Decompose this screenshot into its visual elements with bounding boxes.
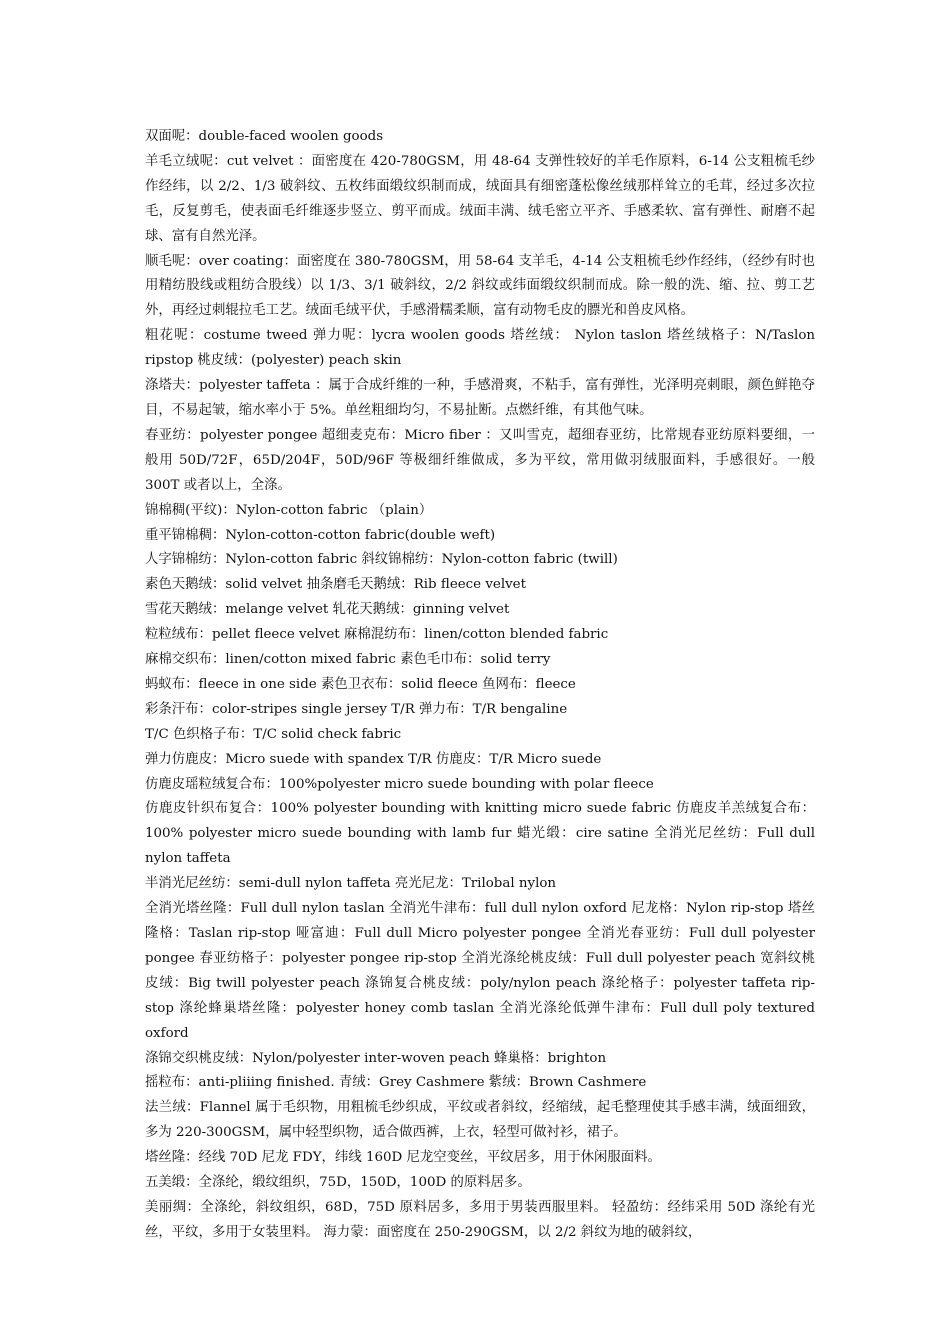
- paragraph-twill-lining: 美丽绸：全涤纶，斜纹组织，68D，75D 原料居多，多用于男装西服里料。 轻盈纺：经纬采用 50D 涤纶有光丝，平纹，多用于女装里料。 海力蒙：面密度在 250-290GSM，以 2/2 斜纹为地的破斜纹，: [145, 1199, 815, 1240]
- paragraph-micro-suede-spandex: 弹力仿鹿皮：Micro suede with spandex T/R 仿鹿皮：T/R Micro suede: [145, 751, 602, 767]
- paragraph-color-stripes: 彩条汗布：color-stripes single jersey T/R 弹力布：T/R bengaline: [145, 701, 568, 717]
- paragraph-melange-velvet: 雪花天鹅绒：melange velvet 轧花天鹅绒：ginning velvet: [145, 602, 510, 618]
- paragraph-double-faced-woolen: 双面呢：double-faced woolen goods: [145, 129, 384, 144]
- paragraph-suede-polar-fleece: 仿鹿皮瑶粒绒复合布：100%polyester micro suede bounding with polar fleece: [145, 776, 654, 792]
- paragraph-satin: 五美缎：全涤纶，缎纹组织，75D，150D，100D 的原料居多。: [145, 1175, 531, 1191]
- paragraph-fleece-one-side: 蚂蚁布：fleece in one side 素色卫衣布：solid fleece 鱼网布：fleece: [145, 676, 576, 692]
- paragraph-suede-knitting: 仿鹿皮针织布复合：100% polyester bounding with knitting micro suede fabric 仿鹿皮羊羔绒复合布：100% polyester micro suede bounding with lamb fur 蜡光缎：cire satine 全消光尼丝纺：Full dull nylon taffeta: [145, 801, 815, 867]
- paragraph-over-coating: 顺毛呢：over coating：面密度在 380-780GSM，用 58-64 支羊毛，4-14 公支粗梳毛纱作经纬，（经纱有时也用精纺股线或粗纺合股线）以 1/3、3/1 破斜纹，2/2 斜纹或纬面缎纹织制而成。除一般的洗、缩、拉、剪工艺外，再经过刺辊拉毛工艺。绒面毛绒平伏，手感滑糯柔顺，富有动物毛皮的膘光和兽皮风格。: [145, 253, 815, 319]
- paragraph-semi-dull-nylon: 半消光尼丝纺：semi-dull nylon taffeta 亮光尼龙：Trilobal nylon: [145, 876, 557, 892]
- paragraph-costume-tweed: 粗花呢：costume tweed 弹力呢：lycra woolen goods 塔丝绒： Nylon taslon 塔丝绒格子：N/Taslon ripstop 桃皮绒：(polyester) peach skin: [145, 328, 815, 369]
- paragraph-solid-velvet: 素色天鹅绒：solid velvet 抽条磨毛天鹅绒：Rib fleece velvet: [145, 577, 526, 593]
- paragraph-flannel: 法兰绒：Flannel 属于毛织物，用粗梳毛纱织成，平纹或者斜纹，经缩绒，起毛整理使其手感丰满，绒面细致，多为 220-300GSM，属中轻型织物，适合做西裤，上衣，轻型可做衬衫，裙子。: [145, 1100, 815, 1141]
- paragraph-anti-pilling: 摇粒布：anti-pliiing finished. 青绒：Grey Cashmere 紫绒：Brown Cashmere: [145, 1075, 647, 1091]
- document-body: [145, 125, 815, 1246]
- paragraph-nylon-polyester-peach: 涤锦交织桃皮绒：Nylon/polyester inter-woven peach 蜂巢格：brighton: [145, 1050, 607, 1066]
- paragraph-cut-velvet: 羊毛立绒呢：cut velvet ：面密度在 420-780GSM，用 48-64 支弹性较好的羊毛作原料，6-14 公支粗梳毛纱作经纬，以 2/2、1/3 破斜纹、五枚纬面缎纹织制而成，绒面具有细密蓬松像丝绒那样耸立的毛茸，经过多次拉毛，反复剪毛，使表面毛纤维逐步竖立、剪平而成。绒面丰满、绒毛密立平齐、手感柔软、富有弹性、耐磨不起球、富有自然光泽。: [145, 153, 815, 244]
- paragraph-full-dull-taslan: 全消光塔丝隆：Full dull nylon taslan 全消光牛津布：full dull nylon oxford 尼龙格：Nylon rip-stop 塔丝隆格：Taslan rip-stop 哑富迪：Full dull Micro polyester pongee 全消光春亚纺：Full dull polyester pongee 春亚纺格子：polyester pongee rip-stop 全消光涤纶桃皮绒：Full dull polyester peach 宽斜纹桃皮绒：Big twill polyester peach 涤锦复合桃皮绒：poly/nylon peach 涤纶格子：polyester taffeta rip-stop 涤纶蜂巢塔丝隆：polyester honey comb taslan 全消光涤纶低弹牛津布：Full dull poly textured oxford: [145, 901, 815, 1041]
- paragraph-nylon-cotton-twill: 人字锦棉纺：Nylon-cotton fabric 斜纹锦棉纺：Nylon-cotton fabric (twill): [145, 552, 618, 568]
- paragraph-pellet-fleece: 粒粒绒布：pellet fleece velvet 麻棉混纺布：linen/cotton blended fabric: [145, 627, 609, 643]
- paragraph-linen-cotton-mixed: 麻棉交织布：linen/cotton mixed fabric 素色毛巾布：solid terry: [145, 652, 551, 668]
- paragraph-nylon-cotton-double-weft: 重平锦棉稠：Nylon-cotton-cotton fabric(double weft): [145, 527, 496, 543]
- paragraph-polyester-taffeta: 涤塔夫：polyester taffeta ：属于合成纤维的一种，手感滑爽，不粘手，富有弹性，光泽明亮刺眼，颜色鲜艳夺目，不易起皱，缩水率小于 5%。单丝粗细均匀，不易扯断。点燃纤维，有其他气味。: [145, 378, 815, 418]
- paragraph-taslan: 塔丝隆：经线 70D 尼龙 FDY，纬线 160D 尼龙空变丝，平纹居多，用于休闲服面料。: [145, 1150, 661, 1166]
- paragraph-polyester-pongee: 春亚纺：polyester pongee 超细麦克布：Micro fiber ：又叫雪克，超细春亚纺，比常规春亚纺原料要细，一般用 50D/72F，65D/204F，50D/96F 等极细纤维做成，多为平纹，常用做羽绒服面料，手感很好。一般 300T 或者以上，全涤。: [145, 427, 815, 493]
- paragraph-nylon-cotton-plain: 锦棉稠(平纹)：Nylon-cotton fabric （plain）: [145, 502, 433, 518]
- paragraph-tc-check: T/C 色织格子布：T/C solid check fabric: [145, 726, 402, 742]
